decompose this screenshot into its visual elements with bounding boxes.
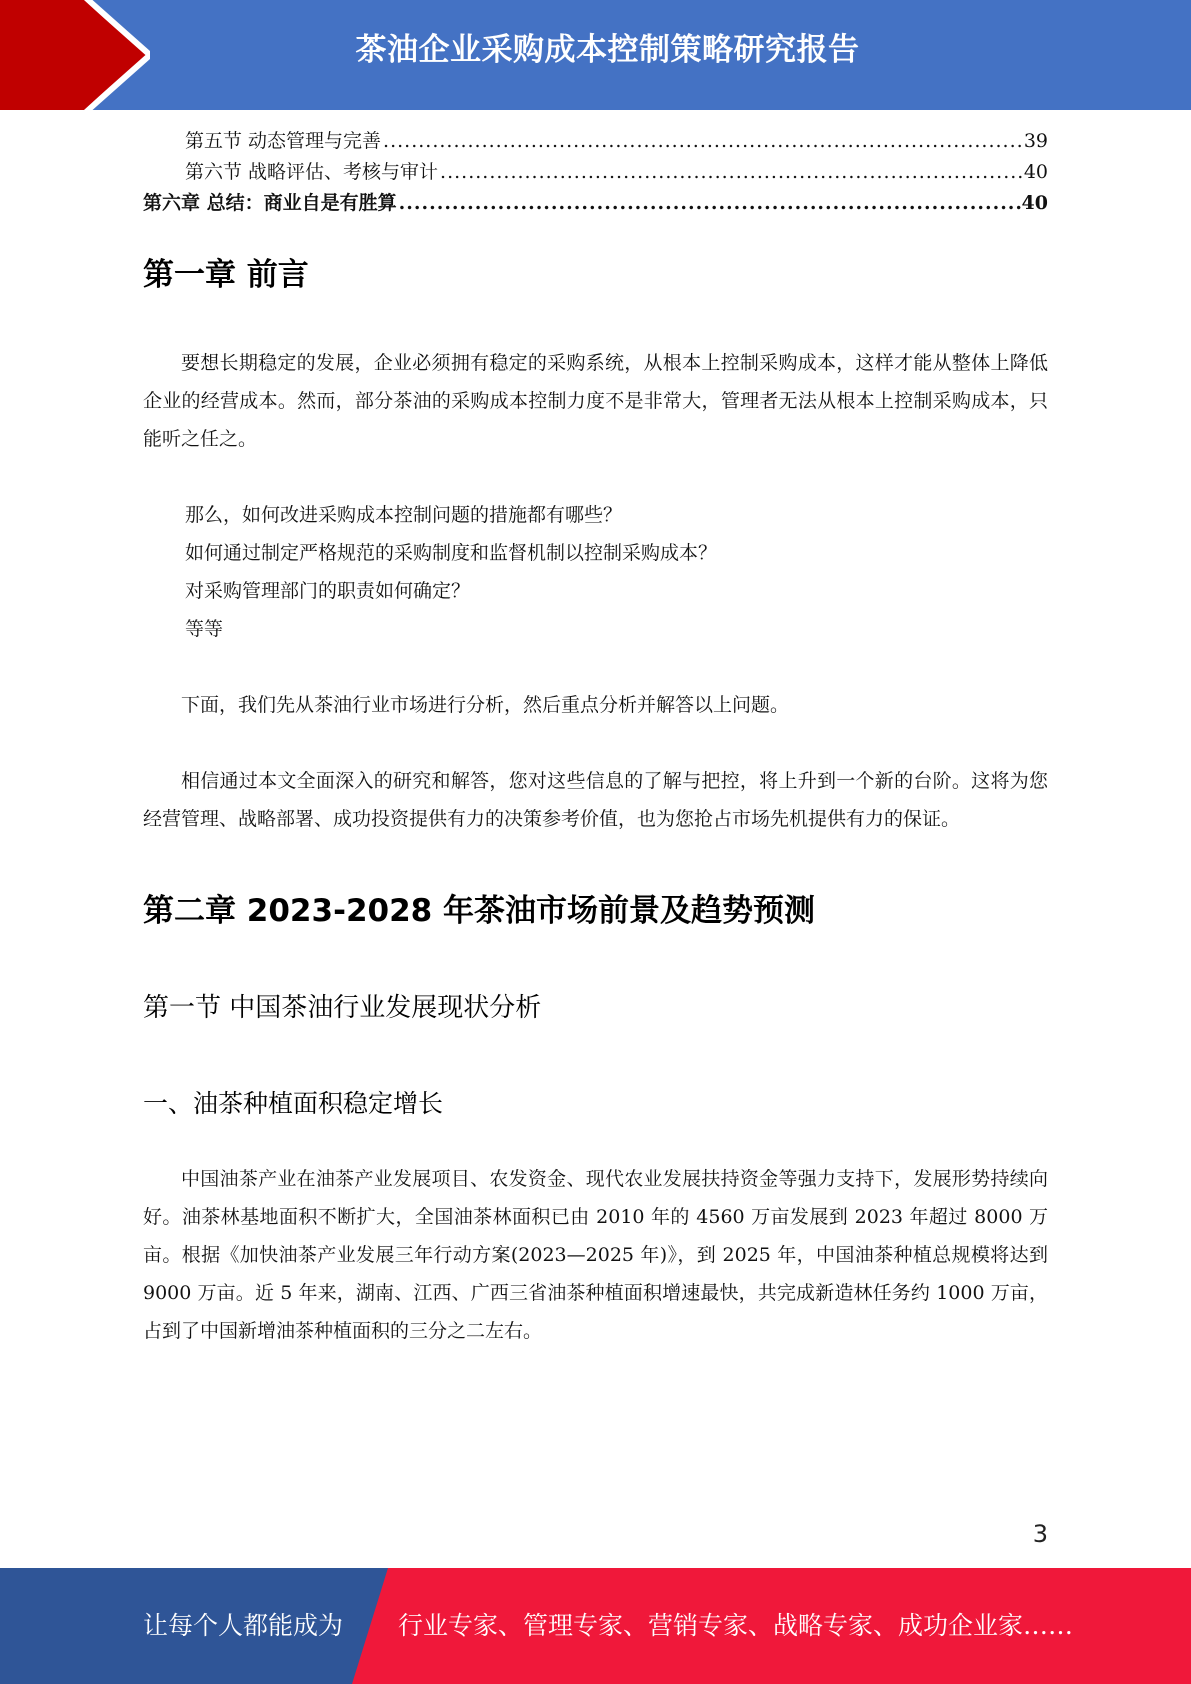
toc-leader-dots xyxy=(399,188,1021,219)
question-line: 如何通过制定严格规范的采购制度和监督机制以控制采购成本？ xyxy=(185,542,718,564)
page-number: 3 xyxy=(1032,1520,1048,1548)
toc-leader-dots xyxy=(383,126,1023,157)
page-header xyxy=(0,0,1191,110)
report-title: 茶油企业采购成本控制策略研究报告 xyxy=(355,32,860,68)
toc-leader-dots xyxy=(440,157,1023,188)
toc-entry[interactable] xyxy=(143,157,1048,188)
toc-entry-label: 第五节 动态管理与完善 xyxy=(185,130,382,152)
toc-entry-page: 40 xyxy=(1021,192,1048,214)
toc-entry-page: 40 xyxy=(1023,161,1048,183)
chapter-1-paragraph-2: 下面，我们先从茶油行业市场进行分析，然后重点分析并解答以上问题。 xyxy=(181,694,790,716)
question-line: 对采购管理部门的职责如何确定？ xyxy=(185,580,471,602)
page-content xyxy=(143,126,1048,1350)
chapter-1-heading: 第一章 前言 xyxy=(143,257,309,293)
toc-entry[interactable] xyxy=(143,126,1048,157)
subsection-1-heading: 一、油茶种植面积稳定增长 xyxy=(143,1089,444,1118)
toc-entry-label: 第六节 战略评估、考核与审计 xyxy=(185,161,439,183)
chapter-2-paragraph-1: 中国油茶产业在油茶产业发展项目、农发资金、现代农业发展扶持资金等强力支持下，发展形势持续向好。油茶林基地面积不断扩大，全国油茶林面积已由 2010 年的 4560 万亩发展到 2023 年超过 8000 万亩。根据《加快油茶产业发展三年行动方案(2023—2025 年)》，到 2025 年，中国油茶种植总规模将达到 9000 万亩。近 5 年来，湖南、江西、广西三省油茶种植面积增速最快，共完成新造林任务约 1000 万亩，占到了中国新增油茶种植面积的三分之二左右。 xyxy=(143,1168,1048,1342)
question-line: 等等 xyxy=(185,618,224,640)
question-line: 那么，如何改进采购成本控制问题的措施都有哪些？ xyxy=(185,504,623,526)
question-list xyxy=(143,496,1048,648)
chapter-1-paragraph-3: 相信通过本文全面深入的研究和解答，您对这些信息的了解与把控，将上升到一个新的台阶。这将为您经营管理、战略部署、成功投资提供有力的决策参考价值，也为您抢占市场先机提供有力的保证。 xyxy=(143,770,1048,830)
toc-entry-label: 第六章 总结：商业自是有胜算 xyxy=(143,192,397,214)
page-footer xyxy=(0,1568,1191,1684)
chapter-1-paragraph-1: 要想长期稳定的发展，企业必须拥有稳定的采购系统，从根本上控制采购成本，这样才能从整体上降低企业的经营成本。然而，部分茶油的采购成本控制力度不是非常大，管理者无法从根本上控制采购成本，只能听之任之。 xyxy=(143,352,1048,450)
toc-entry-page: 39 xyxy=(1023,130,1048,152)
table-of-contents xyxy=(143,126,1048,219)
footer-slogan-left: 让每个人都能成为 xyxy=(143,1611,344,1640)
footer-slogan-right: 行业专家、管理专家、营销专家、战略专家、成功企业家…… xyxy=(398,1611,1074,1640)
chapter-2-heading: 第二章 2023-2028 年茶油市场前景及趋势预测 xyxy=(143,893,816,929)
toc-entry-chapter[interactable] xyxy=(143,188,1048,219)
section-1-heading: 第一节 中国茶油行业发展现状分析 xyxy=(143,993,542,1023)
